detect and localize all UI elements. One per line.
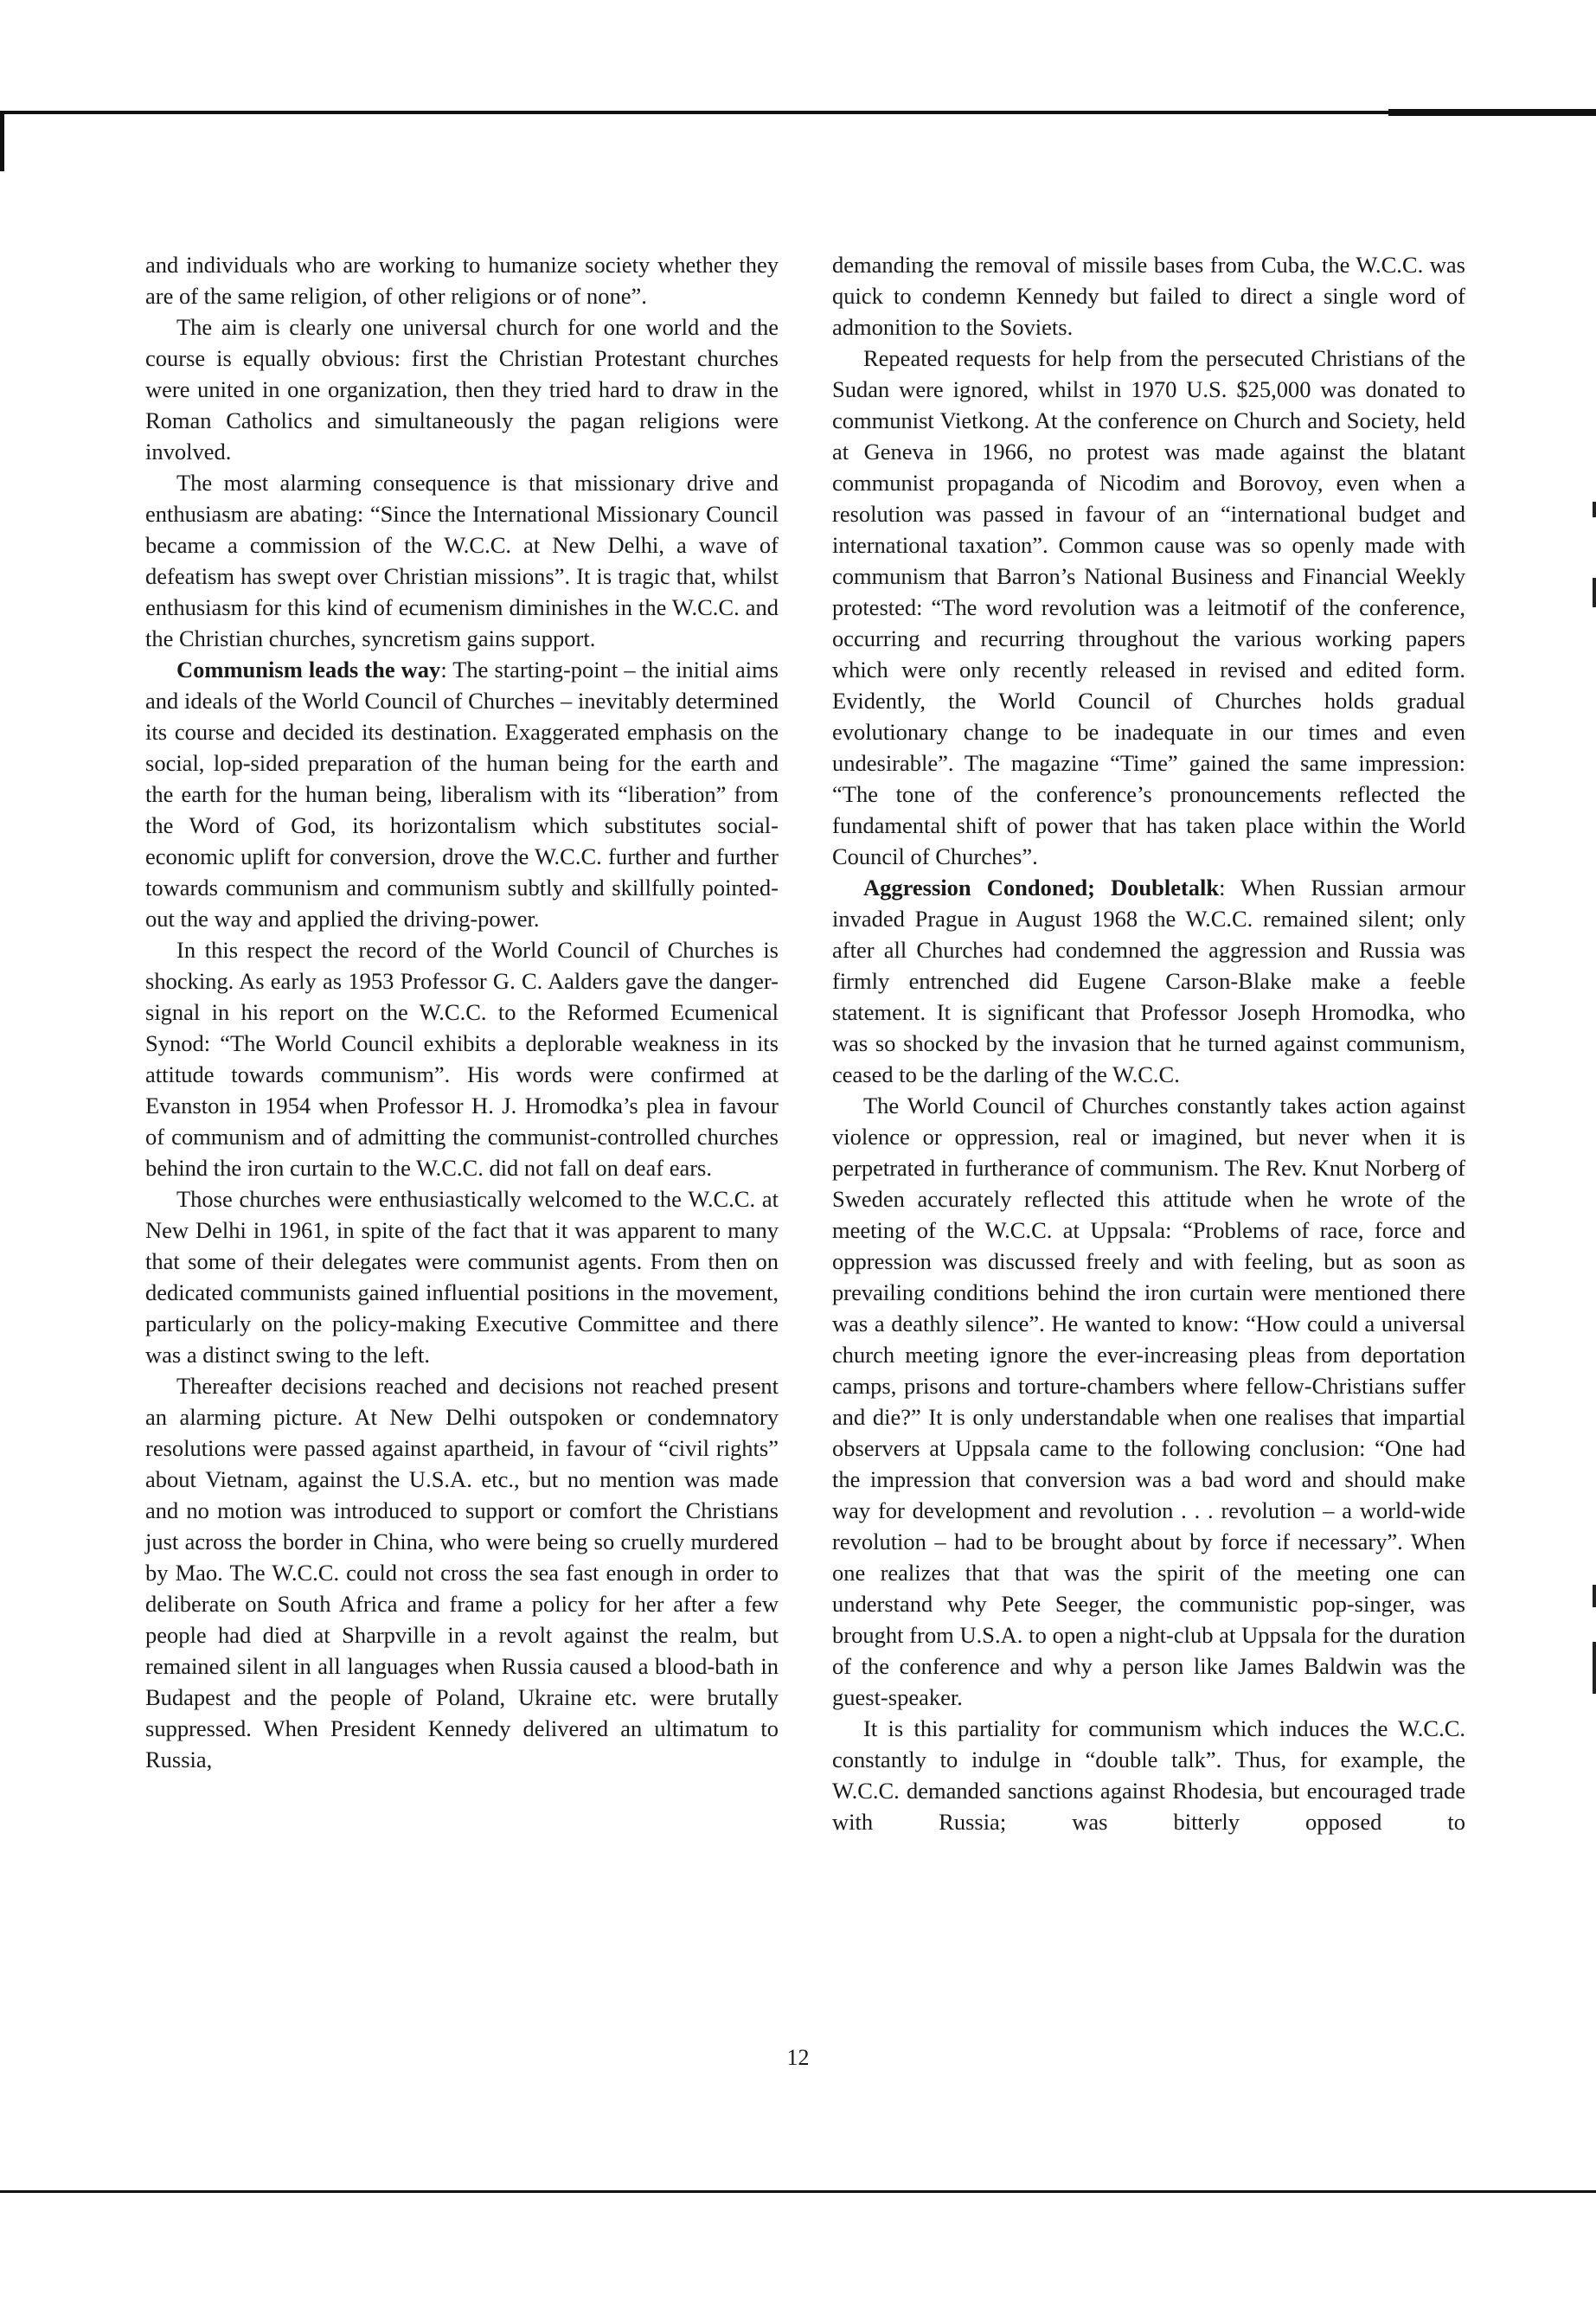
section-heading-communism: Communism leads the way (176, 657, 441, 683)
left-paragraph-6: Those churches were enthusiastically welcomed to the W.C.C. at New Delhi in 1961, in spite of the fact that it was apparent to many that some of their delegates were communist agents. From then on dedicated communists gained influential positions in the movement, particularly on the policy-making Executive Committee and there was a distinct swing to the left. (145, 1186, 779, 1368)
right-paragraph-4: The World Council of Churches constantly takes action against violence or oppression, real or imagined, but never when it is perpetrated in furtherance of communism. The Rev. Knut Norberg of Sweden accurately reflected this attitude when he wrote of the meeting of the W.C.C. at Uppsala: “Problems of race, force and oppression was discussed freely and with feeling, but as soon as prevailing conditions behind the iron curtain were mentioned there was a deathly silence”. He wanted to know: “How could a universal church meeting ignore the ever-increasing pleas from deportation camps, prisons and torture-chambers where fellow-Christians suffer and die?” It is only understandable when one realises that impartial observers at Uppsala came to the following conclusion: “One had the impression that conversion was a bad word and should make way for development and revolution . . . revolution – a world-wide revolution – had to be brought about by force if necessary”. When one realizes that that was the spirit of the meeting one can understand why Pete Seeger, the communistic pop-singer, was brought from U.S.A. to open a night-club at Uppsala for the duration of the conference and why a person like James Baldwin was the guest-speaker. (832, 1093, 1465, 1710)
right-column (832, 249, 1465, 1837)
left-paragraph-3: The most alarming consequence is that missionary drive and enthusiasm are abating: “Since the International Missionary Council became a commission of the W.C.C. at New Delhi, a wave of defeatism has swept over Christian missions”. It is tragic that, whilst enthusiasm for this kind of ecumenism diminishes in the W.C.C. and the Christian churches, syncretism gains support. (145, 470, 779, 651)
page-number: 12 (786, 2045, 810, 2070)
left-paragraph-2: The aim is clearly one universal church for one world and the course is equally obvious: first the Christian Protestant churches were united in one organization, then they tried hard to draw in the Roman Catholics and simultaneously the pagan religions were involved. (145, 314, 779, 465)
right-paragraph-3 (832, 872, 1465, 1090)
left-paragraph-4-text: : The starting-point – the initial aims and ideals of the World Council of Churches – inevitably determined its course and decided its destination. Exaggerated emphasis on the social, lop-sided preparation of the human being for the earth and the earth for the human being, liberalism with its “liberation” from the Word of God, its horizontalism which substitutes social-economic uplift for conversion, drove the W.C.C. further and further towards communism and communism subtly and skillfully pointed-out the way and applied the driving-power. (145, 657, 779, 932)
scan-edge-mark (1593, 578, 1596, 607)
top-rule (0, 111, 1596, 114)
right-paragraph-1: demanding the removal of missile bases from Cuba, the W.C.C. was quick to condemn Kennedy but failed to direct a single word of admonition to the Soviets. (832, 252, 1465, 340)
left-edge-mark (0, 111, 4, 171)
scan-edge-mark (1593, 502, 1596, 517)
left-paragraph-7: Thereafter decisions reached and decisions not reached present an alarming picture. At New Delhi outspoken or condemnatory resolutions were passed against apartheid, in favour of “civil rights” about Vietnam, against the U.S.A. etc., but no mention was made and no motion was introduced to support or comfort the Christians just across the border in China, who were being so cruelly murdered by Mao. The W.C.C. could not cross the sea fast enough in order to deliberate on South Africa and frame a policy for her after a few people had died at Sharpville in a revolt against the realm, but remained silent in all languages when Russia caused a blood-bath in Budapest and the people of Poland, Ukraine etc. were brutally suppressed. When President Kennedy delivered an ultimatum to Russia, (145, 1373, 779, 1772)
bottom-rule (0, 2190, 1596, 2193)
scan-edge-mark (1593, 1642, 1596, 1694)
left-paragraph-4 (145, 654, 779, 934)
left-column (145, 249, 779, 1775)
left-paragraph-5: In this respect the record of the World Council of Churches is shocking. As early as 1953 Professor G. C. Aalders gave the danger-signal in his report on the W.C.C. to the Reformed Ecumenical Synod: “The World Council exhibits a deplorable weakness in its attitude towards communism”. His words were confirmed at Evanston in 1954 when Professor H. J. Hromodka’s plea in favour of communism and of admitting the communist-controlled churches behind the iron curtain to the W.C.C. did not fall on deaf ears. (145, 937, 779, 1181)
section-heading-aggression: Aggression Condoned; Doubletalk (863, 875, 1220, 901)
right-paragraph-2: Repeated requests for help from the persecuted Christians of the Sudan were ignored, whilst in 1970 U.S. $25,000 was donated to communist Vietkong. At the conference on Church and Society, held at Geneva in 1966, no protest was made against the blatant communist propaganda of Nicodim and Borovoy, even when a resolution was passed in favour of an “international budget and international taxation”. Common cause was so openly made with communism that Barron’s National Business and Financial Weekly protested: “The word revolution was a leitmotif of the conference, occurring and recurring throughout the various working papers which were only recently released in revised and edited form. Evidently, the World Council of Churches holds gradual evolutionary change to be inadequate in our times and even undesirable”. The magazine “Time” gained the same impression: “The tone of the conference’s pronouncements reflected the fundamental shift of power that has taken place within the World Council of Churches”. (832, 345, 1465, 869)
right-paragraph-5: It is this partiality for communism which induces the W.C.C. constantly to indulge in “double talk”. Thus, for example, the W.C.C. demanded sanctions against Rhodesia, but encouraged trade with Russia; was bitterly opposed to (832, 1715, 1465, 1835)
right-paragraph-3-text: : When Russian armour invaded Prague in August 1968 the W.C.C. remained silent; only after all Churches had condemned the aggression and Russia was firmly entrenched did Eugene Carson-Blake make a feeble statement. It is significant that Professor Joseph Hromodka, who was so shocked by the invasion that he turned against communism, ceased to be the darling of the W.C.C. (832, 875, 1465, 1087)
scan-edge-mark (1593, 1585, 1596, 1607)
left-paragraph-1: and individuals who are working to humanize society whether they are of the same religion, of other religions or of none”. (145, 252, 779, 309)
